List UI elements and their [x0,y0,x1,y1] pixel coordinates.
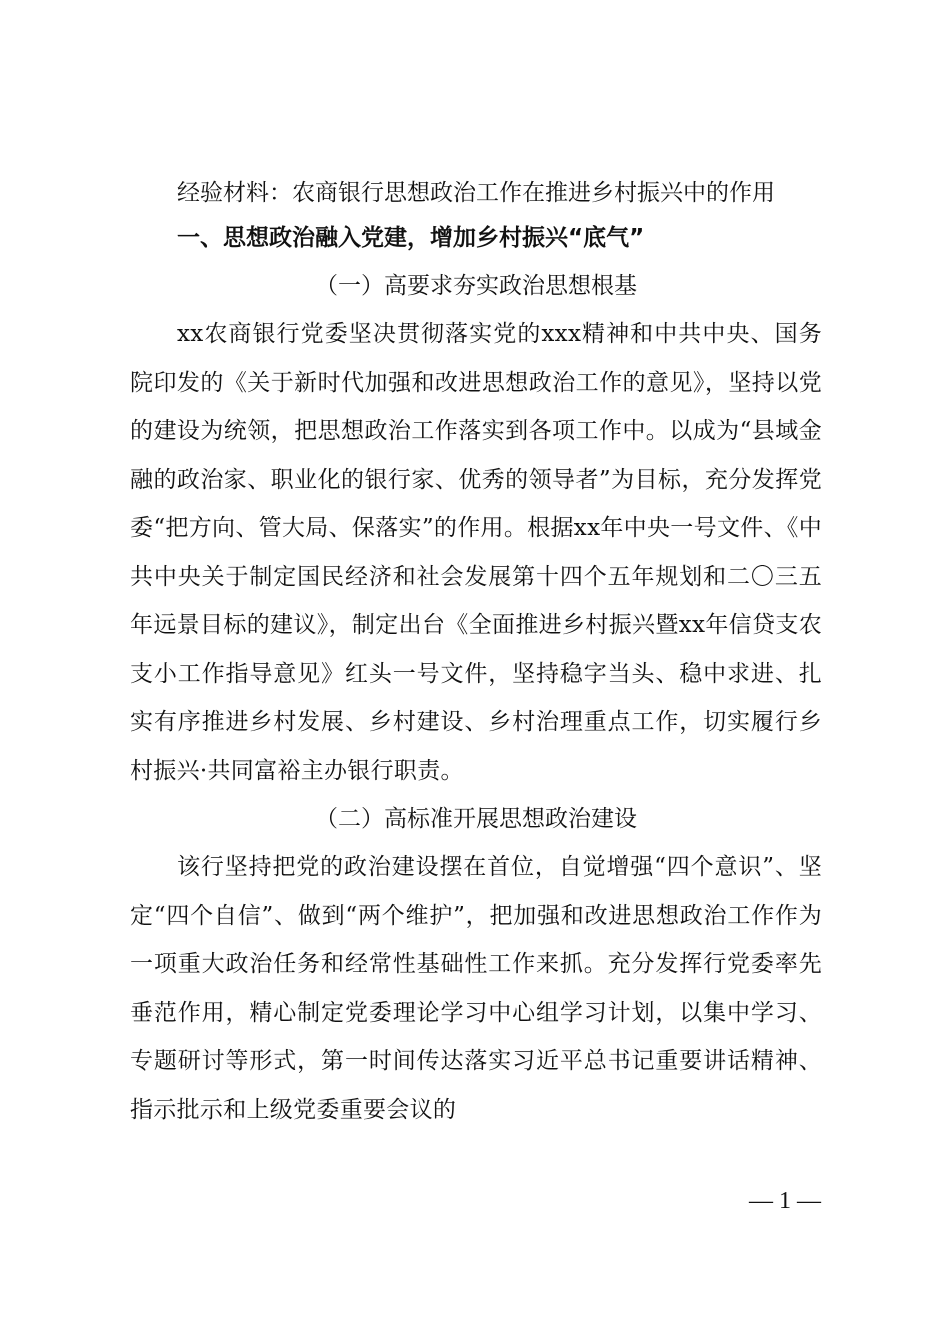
paragraph-1: xx农商银行党委坚决贯彻落实党的xxx精神和中共中央、国务院印发的《关于新时代加强和改进思想政治工作的意见》，坚持以党的建设为统领，把思想政治工作落实到各项工作中。以成为“县域金融的政治家、职业化的银行家、优秀的领导者”为目标，充分发挥党委“把方向、管大局、保落实”的作用。根据xx年中央一号文件、《中共中央关于制定国民经济和社会发展第十四个五年规划和二〇三五年远景目标的建议》，制定出台《全面推进乡村振兴暨xx年信贷支农支小工作指导意见》红头一号文件，坚持稳字当头、稳中求进、扎实有序推进乡村发展、乡村建设、乡村治理重点工作，切实履行乡村振兴·共同富裕主办银行职责。 [130,321,822,784]
document-title: 经验材料：农商银行思想政治工作在推进乡村振兴中的作用 [177,180,775,206]
page-number: — 1 — [749,1188,821,1214]
subsection-heading-2: （二）高标准开展思想政治建设 [315,806,637,832]
section-heading-1: 一、思想政治融入党建，增加乡村振兴“底气” [177,225,645,251]
document-body [130,172,822,1134]
paragraph-2: 该行坚持把党的政治建设摆在首位，自觉增强“四个意识”、坚定“四个自信”、做到“两个维护”，把加强和改进思想政治工作作为一项重大政治任务和经常性基础性工作来抓。充分发挥行党委率先垂范作用，精心制定党委理论学习中心组学习计划，以集中学习、专题研讨等形式，第一时间传达落实习近平总书记重要讲话精神、指示批示和上级党委重要会议的 [130,854,822,1123]
subsection-heading-1: （一）高要求夯实政治思想根基 [315,273,637,299]
